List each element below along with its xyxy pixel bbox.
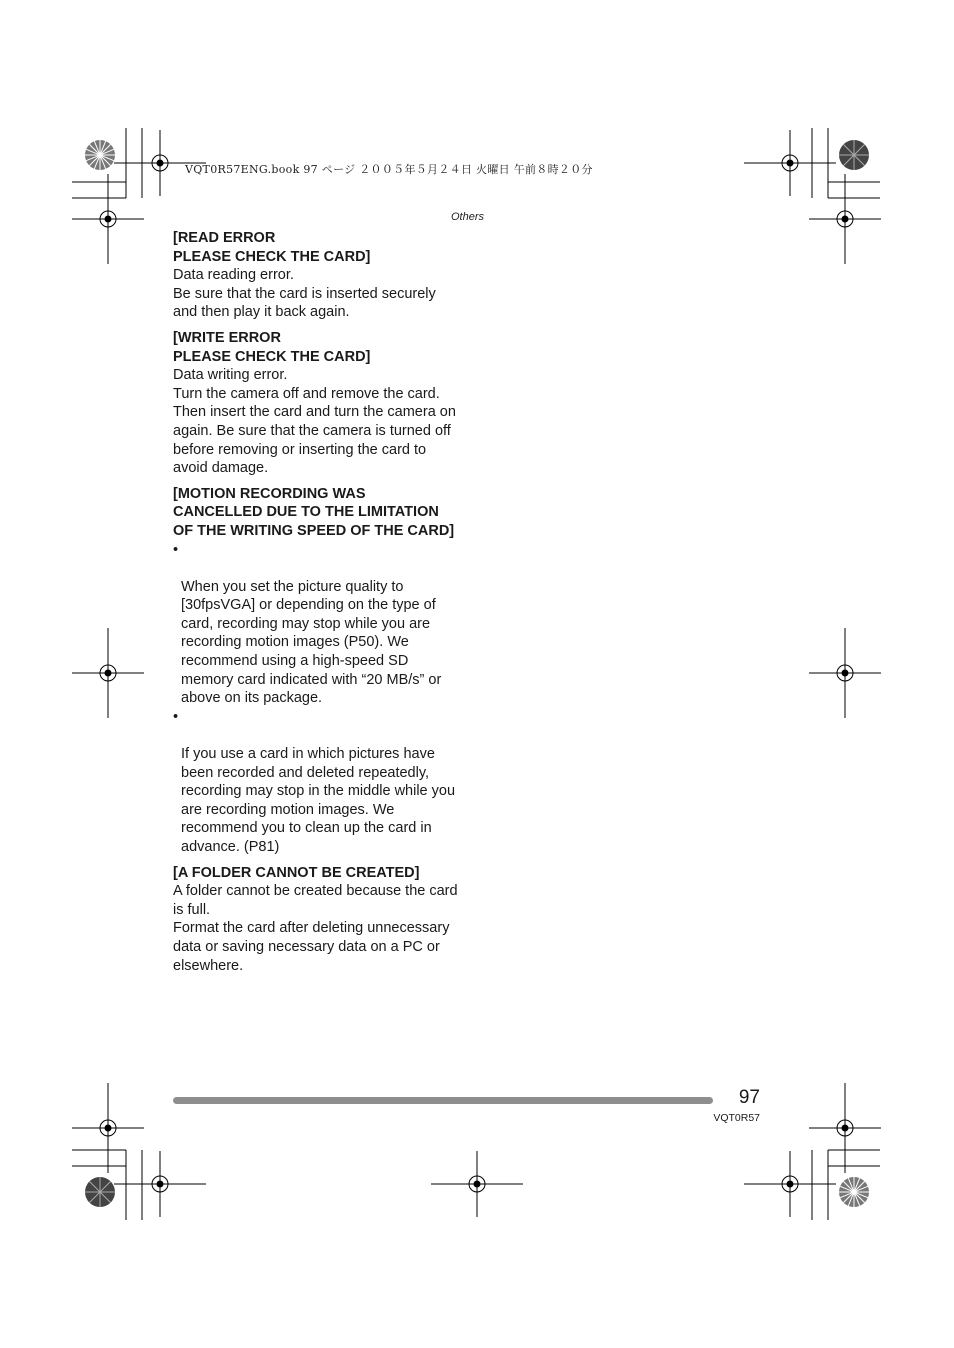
print-header-file-info: VQT0R57ENG.book 97 ページ ２００５年５月２４日 火曜日 午前８時２０分 bbox=[185, 163, 593, 176]
section-heading: [WRITE ERROR PLEASE CHECK THE CARD] bbox=[173, 329, 371, 365]
starburst-target-top-left bbox=[85, 140, 115, 170]
bullet-item bbox=[173, 708, 458, 857]
section-folder-cannot-be-created bbox=[173, 864, 458, 976]
section-paragraph: Data writing error. Turn the camera off and remove the card. Then insert the card and turn the camera on again. Be sure that the camera is turned off before removing or inserting the card to avoid damage. bbox=[173, 367, 456, 477]
section-heading: [MOTION RECORDING WAS CANCELLED DUE TO THE LIMITATION OF THE WRITING SPEED OF THE CARD] bbox=[173, 485, 455, 539]
section-heading: [READ ERROR PLEASE CHECK THE CARD] bbox=[173, 230, 371, 265]
bullet-dot-icon: • bbox=[173, 541, 179, 558]
page-number: 97 bbox=[738, 1087, 760, 1108]
starburst-target-top-right bbox=[839, 140, 869, 170]
starburst-target-bottom-left bbox=[85, 1177, 115, 1207]
section-motion-recording-cancelled bbox=[173, 485, 458, 857]
bullet-dot-icon: • bbox=[173, 708, 179, 725]
document-code: VQT0R57 bbox=[713, 1112, 760, 1124]
section-paragraph: Data reading error. Be sure that the card is inserted securely and then play it back again. bbox=[173, 267, 436, 321]
section-read-error bbox=[173, 229, 458, 322]
starburst-target-bottom-right bbox=[839, 1177, 869, 1207]
section-write-error bbox=[173, 329, 458, 478]
section-paragraph: A folder cannot be created because the card is full. Format the card after deleting unnecessary data or saving necessary data on a PC or elsewhere. bbox=[173, 883, 458, 974]
bullet-item bbox=[173, 541, 458, 708]
bullet-text: When you set the picture quality to [30fpsVGA] or depending on the type of card, recording may stop while you are recording motion images (P50). We recommend using a high-speed SD memory card indicated with “20 MB/s” or above on its package. bbox=[181, 578, 442, 707]
footer-divider-bar bbox=[173, 1097, 713, 1104]
bullet-text: If you use a card in which pictures have been recorded and deleted repeatedly, recording may stop in the middle while you are recording motion images. We recommend you to clean up the card in advance. (P81) bbox=[181, 746, 456, 855]
content-column bbox=[173, 229, 458, 982]
section-label: Others bbox=[450, 211, 484, 223]
section-heading: [A FOLDER CANNOT BE CREATED] bbox=[173, 864, 420, 881]
